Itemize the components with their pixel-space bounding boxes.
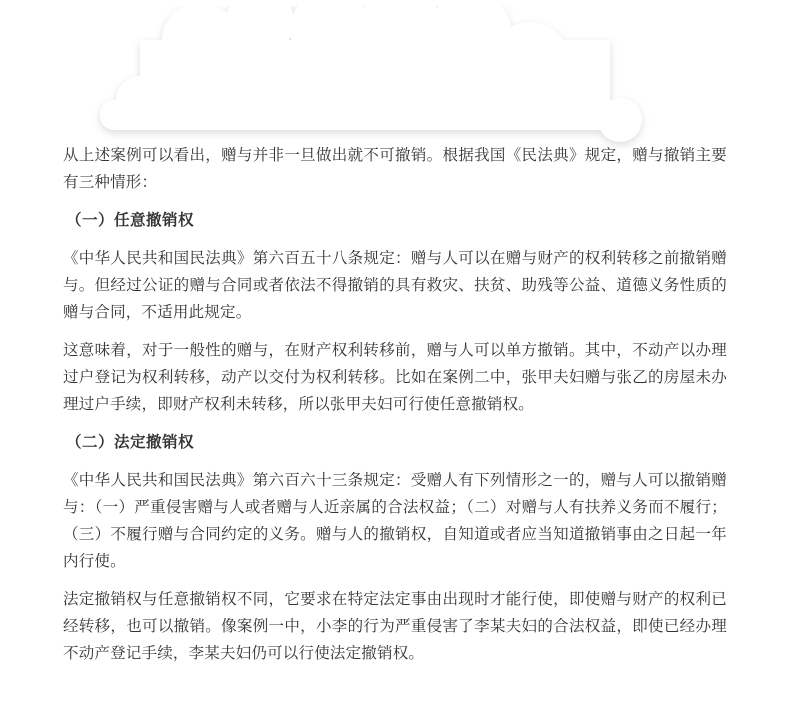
paragraph-article-663: 《中华人民共和国民法典》第六百六十三条规定：受赠人有下列情形之一的，赠与人可以撤销赠与：（一）严重侵害赠与人或者赠与人近亲属的合法权益；（二）对赠与人有扶养义务而不履行；（三）不履行赠与合同约定的义务。赠与人的撤销权，自知道或者应当知道撤销事由之日起一年内行使。 — [63, 471, 727, 570]
section-heading-2: （二）法定撤销权 — [66, 433, 195, 451]
intro-paragraph: 从上述案例可以看出，赠与并非一旦做出就不可撤销。根据我国《民法典》规定，赠与撤销主要有三种情形： — [63, 146, 727, 191]
cloud-decoration — [60, 0, 700, 150]
paragraph-explanation-2: 法定撤销权与任意撤销权不同，它要求在特定法定事由出现时才能行使，即使赠与财产的权利已经转移，也可以撤销。像案例一中，小李的行为严重侵害了李某夫妇的合法权益，即使已经办理不动产登记手续，李某夫妇仍可以行使法定撤销权。 — [63, 590, 727, 662]
paragraph-article-658: 《中华人民共和国民法典》第六百五十八条规定：赠与人可以在赠与财产的权利转移之前撤销赠与。但经过公证的赠与合同或者依法不得撤销的具有救灾、扶贫、助残等公益、道德义务性质的赠与合同，不适用此规定。 — [63, 249, 727, 321]
article-body — [63, 142, 727, 678]
paragraph-explanation-1: 这意味着，对于一般性的赠与，在财产权利转移前，赠与人可以单方撤销。其中，不动产以办理过户登记为权利转移，动产以交付为权利转移。比如在案例二中，张甲夫妇赠与张乙的房屋未办理过户手续，即财产权利未转移，所以张甲夫妇可行使任意撤销权。 — [63, 341, 727, 413]
section-heading-1: （一）任意撤销权 — [66, 211, 195, 229]
